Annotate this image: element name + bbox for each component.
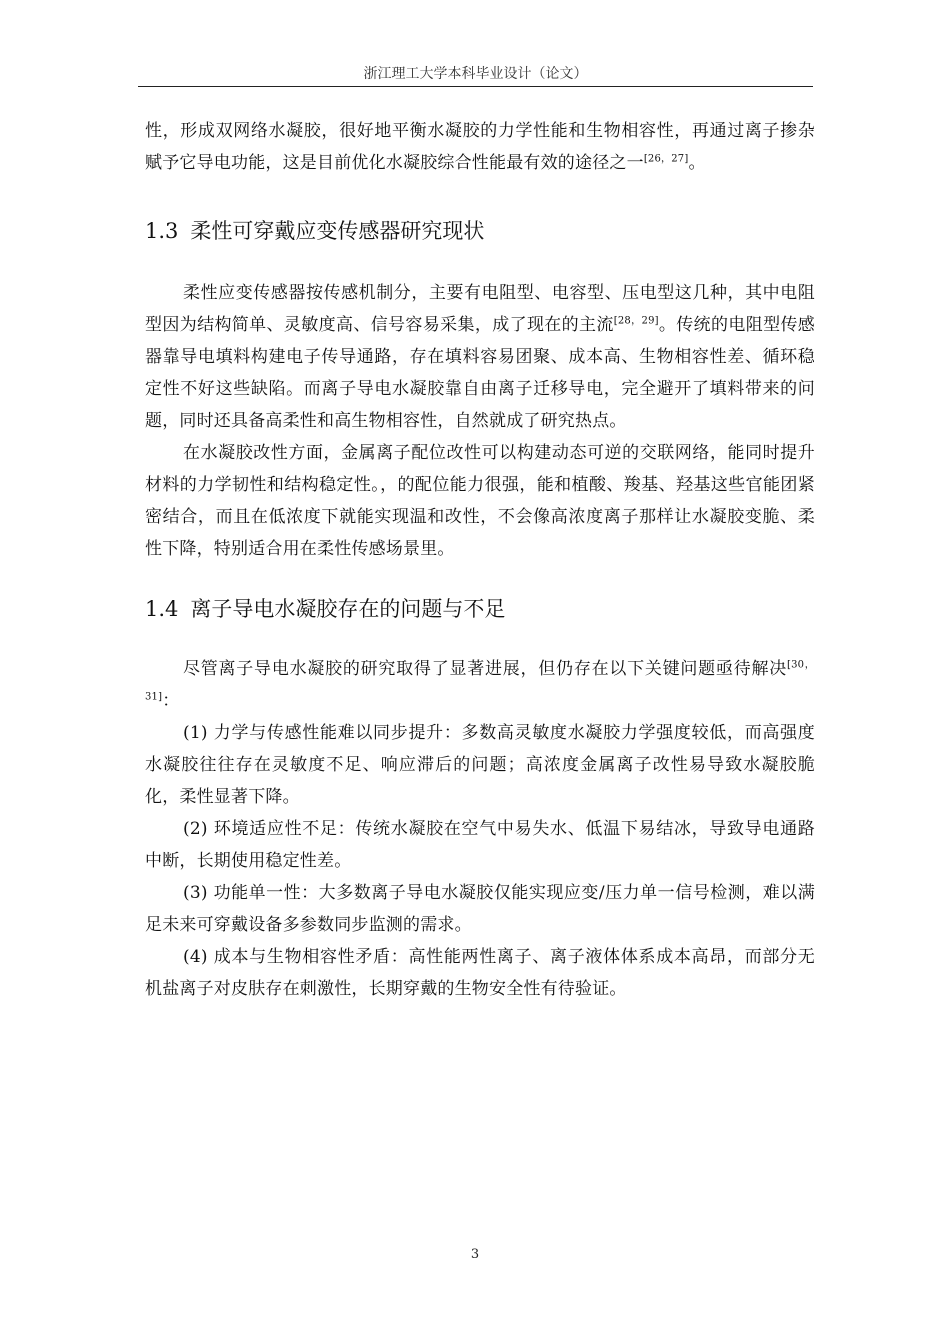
- intro-text: 性，形成双网络水凝胶，很好地平衡水凝胶的力学性能和生物相容性，再通过离子掺杂赋予它导电功能，这是目前优化水凝胶综合性能最有效的途径之一: [145, 121, 815, 173]
- section-title: 柔性可穿戴应变传感器研究现状: [190, 219, 485, 243]
- intro-end: 。: [688, 153, 706, 173]
- paragraph-metal-ion: 在水凝胶改性方面，金属离子配位改性可以构建动态可逆的交联网络，能同时提升材料的力学韧性和结构稳定性。，的配位能力很强，能和植酸、羧基、羟基这些官能团紧密结合，而且在低浓度下就能实现温和改性，不会像高浓度离子那样让水凝胶变脆、柔性下降，特别适合用在柔性传感场景里。: [145, 443, 815, 559]
- paragraph-end: ：: [162, 691, 180, 711]
- citation-28-29: [28，29]: [613, 315, 659, 327]
- section-number: 1.3: [145, 219, 179, 243]
- paragraph-sensor-types: [145, 277, 815, 437]
- paragraph-text: 尽管离子导电水凝胶的研究取得了显著进展，但仍存在以下关键问题亟待解决: [183, 659, 787, 679]
- section-heading-1-4: [145, 593, 815, 625]
- intro-paragraph: [145, 115, 815, 179]
- paragraph-text-cont: 。传统的电阻型传感器靠导电填料构建电子传导通路，存在填料容易团聚、成本高、生物相容性差、循环稳定性不好这些缺陷。而离子导电水凝胶靠自由离子迁移导电，完全避开了填料带来的问题，同时还具备高柔性和高生物相容性，自然就成了研究热点。: [145, 315, 816, 431]
- page-body: [145, 115, 815, 1005]
- section-heading-1-3: [145, 215, 815, 247]
- paragraph-text: 柔性应变传感器按传感机制分，主要有电阻型、电容型、压电型这几种，其中电阻型因为结构简单、灵敏度高、信号容易采集，成了现在的主流: [145, 283, 815, 335]
- problem-item-3: (3) 功能单一性：大多数离子导电水凝胶仅能实现应变/压力单一信号检测，难以满足未来可穿戴设备多参数同步监测的需求。: [145, 883, 815, 935]
- paragraph-problems-intro: [145, 653, 815, 717]
- citation-30-31: [30，31]: [145, 659, 815, 703]
- section-title: 离子导电水凝胶存在的问题与不足: [190, 597, 506, 621]
- problem-item-2: (2) 环境适应性不足：传统水凝胶在空气中易失水、低温下易结冰，导致导电通路中断，长期使用稳定性差。: [145, 819, 815, 871]
- citation-26-27: [26，27]: [643, 153, 689, 165]
- page-number: 3: [470, 1247, 480, 1262]
- page-header: 浙江理工大学本科毕业设计（论文）: [363, 66, 588, 82]
- section-number: 1.4: [145, 597, 179, 621]
- problem-item-4: (4) 成本与生物相容性矛盾：高性能两性离子、离子液体体系成本高昂，而部分无机盐离子对皮肤存在刺激性，长期穿戴的生物安全性有待验证。: [145, 947, 815, 999]
- problem-item-1: (1) 力学与传感性能难以同步提升：多数高灵敏度水凝胶力学强度较低，而高强度水凝胶往往存在灵敏度不足、响应滞后的问题；高浓度金属离子改性易导致水凝胶脆化，柔性显著下降。: [145, 723, 815, 807]
- header-rule: [138, 86, 813, 87]
